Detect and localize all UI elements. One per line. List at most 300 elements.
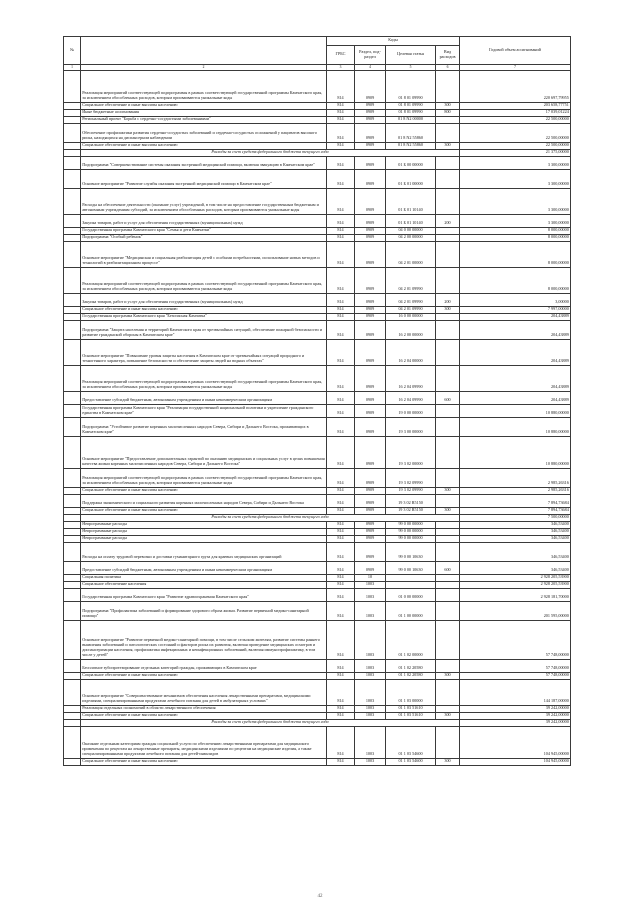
row-name: Социальное обеспечение и иные выплаты населению [81,487,327,494]
row-razdel: 1003 [355,601,386,620]
row-sum: 22 500,00000 [460,123,571,142]
row-sum: 144 187,00000 [460,679,571,705]
row-sum: 7 997,00000 [460,306,571,313]
row-vr: 300 [436,672,460,679]
row-razdel: 0909 [355,404,386,417]
row-name: Реализация мероприятий соответствующей подпрограммы в рамках соответствующей государственной программы Камчатского края, за исключением обособленных расходов, которым присваиваются уникальные коды [81,468,327,487]
row-name: Основное мероприятие "Предоставление дополнительных гарантий по оказанию медицинских и социальных услуг в целях повышения качества жизни коренных малочисленных народов Севера, Сибири и Дальнего Востока" [81,436,327,468]
row-sum: 8 000,00000 [460,267,571,293]
row-grbs: 814 [327,169,355,188]
table-row [64,487,571,494]
row-razdel: 0909 [355,507,386,514]
row-name: Социальное обеспечение населения [81,581,327,588]
row-num-cell [64,672,81,679]
row-num-cell [64,156,81,169]
row-vr: 200 [436,214,460,227]
row-razdel: 0909 [355,339,386,365]
row-name: Подпрограмма "Защита населения и территорий Камчатского края от чрезвычайных ситуаций, обеспечение пожарной безопасности и развитие гражданской обороны в Камчатском крае" [81,320,327,339]
row-razdel: 0909 [355,109,386,116]
row-sum: 3,00000 [460,293,571,306]
row-grbs: 814 [327,116,355,123]
row-razdel: 0909 [355,234,386,241]
row-cst: 16 0 00 00000 [386,313,436,320]
row-name: Реализация мероприятий соответствующей подпрограммы в рамках соответствующей государственной программы Камчатского края, за исключением обособленных расходов, которым присваиваются уникальные коды [81,365,327,391]
table-row [64,142,571,149]
row-name: Социальное обеспечение и иные выплаты населению [81,758,327,765]
row-num-cell [64,123,81,142]
row-vr [436,234,460,241]
table-row [64,227,571,234]
row-sum: 3 300,00000 [460,169,571,188]
row-cst: 99 0 00 00000 [386,535,436,542]
row-razdel: 0909 [355,123,386,142]
row-razdel: 0909 [355,436,386,468]
row-num-cell [64,227,81,234]
row-cst: 99 0 00 00000 [386,521,436,528]
row-grbs: 814 [327,507,355,514]
row-grbs: 814 [327,468,355,487]
row-cst: 01 8 N2 00000 [386,116,436,123]
row-num-cell [64,241,81,267]
row-razdel: 1003 [355,672,386,679]
row-num-cell [64,293,81,306]
row-vr: 300 [436,102,460,109]
table-row [64,188,571,214]
row-sum: 204,43889 [460,391,571,404]
row-sum: 201 595,00000 [460,601,571,620]
table-row [64,267,571,293]
row-cst: 16 2 00 00000 [386,320,436,339]
row-num-cell [64,313,81,320]
table-row [64,521,571,528]
row-grbs: 814 [327,561,355,574]
row-vr [436,320,460,339]
row-cst: 19 3 00 00000 [386,417,436,436]
row-grbs: 814 [327,620,355,659]
row-razdel: 0909 [355,142,386,149]
row-cst: 04 2 01 09990 [386,293,436,306]
row-razdel: 0909 [355,102,386,109]
row-cst: 19 3 02 09990 [386,468,436,487]
row-num-cell [64,561,81,574]
table-row [64,581,571,588]
row-razdel: 0909 [355,561,386,574]
row-grbs: 814 [327,313,355,320]
row-grbs: 814 [327,417,355,436]
row-cst: 01 1 00 00000 [386,601,436,620]
row-vr: 300 [436,487,460,494]
row-vr [436,169,460,188]
row-name: Основное мероприятие "Совершенствование механизмов обеспечения населения лекарственными препаратами, медицинскими изделиями, специализированными продуктами лечебного питания для детей в амбулаторных условиях" [81,679,327,705]
row-num-cell [64,116,81,123]
row-cst: 01 1 03 51610 [386,705,436,712]
row-name: Реализация мероприятий соответствующей подпрограммы в рамках соответствующей государственной программы Камчатского края, за исключением обособленных расходов, которым присваиваются уникальные коды [81,70,327,102]
row-num-cell [64,487,81,494]
row-sum: 346,53400 [460,521,571,528]
row-sum: 39 242,00000 [460,705,571,712]
row-name: Бесплатное зубопротезирование отдельных категорий граждан, проживающих в Камчатском крае [81,659,327,672]
row-cst: 01 1 02 00000 [386,620,436,659]
row-name: Подпрограмма "Профилактика заболеваний и формирование здорового образа жизни. Развитие первичной медико-санитарной помощи" [81,601,327,620]
row-vr: 800 [436,109,460,116]
row-vr [436,70,460,102]
row-cst: 19 0 00 00000 [386,404,436,417]
table-row [64,494,571,507]
row-cst: 04 2 01 09990 [386,306,436,313]
row-sum: 220 697,79955 [460,70,571,102]
row-num-cell [64,267,81,293]
row-grbs: 814 [327,528,355,535]
table-row [64,102,571,109]
row-vr [436,156,460,169]
row-razdel: 0909 [355,365,386,391]
row-vr [436,116,460,123]
row-cst: 04 2 01 00000 [386,241,436,267]
row-cst: 01 1 03 51610 [386,712,436,719]
row-sum: 204,43889 [460,320,571,339]
budget-table-body [64,70,571,765]
row-name: Основное мероприятие "Медицинская и социальная реабилитация детей с особыми потребностями, использование новых методов и технологий в реабилитационном процессе" [81,241,327,267]
row-num-cell [64,320,81,339]
row-num-cell [64,528,81,535]
column-index: 4 [355,64,386,70]
table-row [64,293,571,306]
row-grbs: 814 [327,339,355,365]
row-name: Подпрограмма "Особый ребенок" [81,234,327,241]
table-row [64,123,571,142]
row-num-cell [64,436,81,468]
header-plan: Годовой объем ассигнований [460,37,571,65]
table-row [64,391,571,404]
table-row [64,672,571,679]
row-razdel: 0909 [355,306,386,313]
row-name: Реализация мероприятий соответствующей подпрограммы в рамках соответствующей государственной программы Камчатского края, за исключением обособленных расходов, которым присваиваются уникальные коды [81,267,327,293]
row-grbs: 814 [327,102,355,109]
row-sum: 10 880,00000 [460,436,571,468]
table-note-row [64,719,571,726]
row-num-cell [64,70,81,102]
row-vr: 300 [436,712,460,719]
row-razdel: 0909 [355,267,386,293]
row-razdel: 1003 [355,679,386,705]
row-razdel: 0909 [355,468,386,487]
header-grbs: ГРБС [327,45,355,64]
row-sum: 104 945,00000 [460,726,571,758]
table-row [64,705,571,712]
row-grbs: 814 [327,123,355,142]
table-row [64,726,571,758]
row-vr [436,365,460,391]
table-row [64,116,571,123]
row-num-cell [64,679,81,705]
row-num-cell [64,102,81,109]
row-num-cell [64,719,81,726]
row-name: Основное мероприятие "Развитие первичной медико-санитарной помощи, в том числе сельским жителям, развитие системы раннего выявления заболеваний и патологических состояний и факторов риска их развития, включая проведение медицинских осмотров и диспансеризации населения, профилактика инфекционных и неинфекционных заболеваний, включая иммунопрофилактику, в том числе у детей" [81,620,327,659]
row-num-cell [64,339,81,365]
page-number: 42 [317,894,323,899]
row-name: Реализация отдельных полномочий в области лекарственного обеспечения [81,705,327,712]
row-sum: 3 300,00000 [460,156,571,169]
row-name: Социальное обеспечение и иные выплаты населению [81,507,327,514]
row-grbs: 814 [327,487,355,494]
table-row [64,241,571,267]
table-row [64,528,571,535]
row-cst: 01 8 01 09990 [386,102,436,109]
row-razdel: 0909 [355,320,386,339]
row-razdel: 1003 [355,659,386,672]
row-razdel: 0909 [355,70,386,102]
column-index: 1 [64,64,81,70]
row-num-cell [64,169,81,188]
row-grbs: 814 [327,227,355,234]
table-row [64,234,571,241]
table-row [64,214,571,227]
row-sum: 346,53400 [460,542,571,561]
row-grbs: 814 [327,672,355,679]
row-vr [436,339,460,365]
row-cst [386,581,436,588]
row-name: Подпрограмма "Устойчивое развитие коренных малочисленных народов Севера, Сибири и Дальнего Востока, проживающих в Камчатском крае" [81,417,327,436]
row-num-cell [64,581,81,588]
row-grbs: 814 [327,214,355,227]
row-grbs: 814 [327,581,355,588]
row-razdel: 1003 [355,726,386,758]
row-cst: 01 8 01 09990 [386,70,436,102]
table-row [64,313,571,320]
table-row [64,109,571,116]
table-row [64,404,571,417]
table-row [64,320,571,339]
row-cst: 99 0 00 10630 [386,542,436,561]
row-vr: 300 [436,758,460,765]
row-cst: 04 2 00 00000 [386,234,436,241]
row-cst: 01 8 N2 55860 [386,142,436,149]
row-sum: 203 658,77751 [460,102,571,109]
row-sum: 7 500,00000 [460,514,571,521]
row-razdel: 0909 [355,391,386,404]
row-grbs: 814 [327,705,355,712]
row-cst: 19 3 02 00000 [386,436,436,468]
row-vr [436,535,460,542]
row-name: Основное мероприятие "Развитие службы оказания экстренной медицинской помощи в Камчатском крае" [81,169,327,188]
column-index: 3 [327,64,355,70]
row-sum: 17 039,01224 [460,109,571,116]
row-cst: 01 1 03 54600 [386,758,436,765]
row-razdel: 0909 [355,487,386,494]
row-sum: 39 242,00000 [460,719,571,726]
row-num-cell [64,705,81,712]
row-sum: 22 500,00000 [460,116,571,123]
row-razdel: 0909 [355,521,386,528]
row-grbs: 814 [327,436,355,468]
row-razdel: 0909 [355,417,386,436]
row-sum: 104 945,00000 [460,758,571,765]
row-vr [436,726,460,758]
row-cst: 16 2 04 00000 [386,339,436,365]
row-vr [436,241,460,267]
row-num-cell [64,758,81,765]
row-grbs: 814 [327,70,355,102]
row-num-cell [64,365,81,391]
row-note: Расходы за счет средств федерального бюджета текущего года [81,514,460,521]
table-row [64,306,571,313]
row-name: Иные бюджетные ассигнования [81,109,327,116]
row-name: Обеспечение профилактики развития сердечно-сосудистых заболеваний и сердечно-сосудистых осложнений у пациентов высокого риска, находящихся на диспансерном наблюдении [81,123,327,142]
row-razdel: 0909 [355,169,386,188]
row-name: Предоставление субсидий бюджетным, автономным учреждениям и иным некоммерческим организациям [81,561,327,574]
row-grbs: 814 [327,494,355,507]
row-num-cell [64,468,81,487]
row-razdel: 0909 [355,494,386,507]
header-vr: Вид расходов [436,45,460,64]
row-grbs: 814 [327,188,355,214]
row-name: Непрограммные расходы [81,521,327,528]
row-grbs: 814 [327,758,355,765]
row-grbs: 814 [327,306,355,313]
row-name: Государственная программа Камчатского края "Семья и дети Камчатки" [81,227,327,234]
row-grbs: 814 [327,574,355,581]
row-num-cell [64,188,81,214]
row-cst: 04 2 01 09990 [386,267,436,293]
row-razdel: 0909 [355,116,386,123]
row-razdel: 0909 [355,313,386,320]
row-cst: 16 2 04 09990 [386,365,436,391]
column-index: 2 [81,64,327,70]
table-row [64,468,571,487]
row-name: Социальное обеспечение и иные выплаты населению [81,142,327,149]
budget-table [63,36,571,766]
row-name: Расходы на обеспечение деятельности (оказание услуг) учреждений, в том числе на предоставление государственным бюджетным и автономным учреждениям субсидий, за исключением обособленных расходов, которым присваиваются уникальные коды [81,188,327,214]
row-name: Региональный проект "Борьба с сердечно-сосудистыми заболеваниями" [81,116,327,123]
row-note: Расходы за счет средств федерального бюджета текущего года [81,149,460,156]
row-name: Социальная политика [81,574,327,581]
column-index: 7 [460,64,571,70]
row-sum: 2 985,26316 [460,468,571,487]
row-num-cell [64,142,81,149]
row-grbs: 814 [327,391,355,404]
row-sum: 204,43889 [460,365,571,391]
row-name: Закупка товаров, работ и услуг для обеспечения государственных (муниципальных) нужд [81,214,327,227]
row-note: Расходы за счет средств федерального бюджета текущего года [81,719,460,726]
row-vr [436,123,460,142]
row-num-cell [64,574,81,581]
row-sum: 346,53400 [460,528,571,535]
row-name: Социальное обеспечение и иные выплаты населению [81,712,327,719]
row-sum: 22 500,00000 [460,142,571,149]
table-row [64,169,571,188]
row-num-cell [64,726,81,758]
row-num-cell [64,712,81,719]
row-vr [436,494,460,507]
row-vr [436,188,460,214]
row-vr [436,528,460,535]
row-name: Государственная программа Камчатского края "Реализация государственной национальной политики и укрепление гражданского единства в Камчатском крае" [81,404,327,417]
row-num-cell [64,535,81,542]
table-row [64,365,571,391]
row-razdel: 1003 [355,705,386,712]
row-grbs: 814 [327,156,355,169]
row-name: Предоставление субсидий бюджетным, автономным учреждениям и иным некоммерческим организациям [81,391,327,404]
table-row [64,507,571,514]
row-razdel: 0909 [355,156,386,169]
row-razdel: 0909 [355,293,386,306]
row-grbs: 814 [327,601,355,620]
row-num-cell [64,391,81,404]
table-note-row [64,149,571,156]
row-grbs: 814 [327,293,355,306]
table-row [64,535,571,542]
row-num-cell [64,306,81,313]
row-grbs: 814 [327,542,355,561]
row-vr [436,588,460,601]
row-grbs: 814 [327,267,355,293]
row-razdel: 1003 [355,588,386,601]
column-index: 6 [436,64,460,70]
row-num-cell [64,601,81,620]
header-name [81,37,327,65]
row-num-cell [64,620,81,659]
row-vr [436,313,460,320]
table-row [64,70,571,102]
row-razdel: 10 [355,574,386,581]
row-vr: 200 [436,293,460,306]
table-note-row [64,514,571,521]
row-cst: 16 2 04 09990 [386,391,436,404]
row-name: Расходы на оплату трудовой перевозки и доставки гуманитарного груза для краевых медицинских организаций [81,542,327,561]
table-row [64,542,571,561]
row-num-cell [64,149,81,156]
row-cst: 04 0 00 00000 [386,227,436,234]
row-cst: 01 Б 01 10140 [386,214,436,227]
row-name: Подпрограмма "Совершенствование системы оказания экстренной медицинской помощи, включая эвакуацию в Камчатском крае" [81,156,327,169]
row-grbs: 814 [327,659,355,672]
row-vr [436,404,460,417]
table-row [64,574,571,581]
header-razdel: Раздел, под-раздел [355,45,386,64]
row-num-cell [64,514,81,521]
row-num-cell [64,214,81,227]
row-sum: 10 880,00000 [460,417,571,436]
table-row [64,561,571,574]
row-razdel: 0909 [355,241,386,267]
row-sum: 8 000,00000 [460,227,571,234]
row-num-cell [64,494,81,507]
row-vr [436,436,460,468]
row-sum: 2 928 205,53900 [460,581,571,588]
row-sum: 204,43889 [460,313,571,320]
row-name: Социальное обеспечение и иные выплаты населению [81,306,327,313]
row-razdel: 0909 [355,214,386,227]
row-vr [436,601,460,620]
row-vr: 300 [436,306,460,313]
row-sum: 2 985,26316 [460,487,571,494]
row-name: Основное мероприятие "Повышение уровня защиты населения в Камчатском крае от чрезвычайных ситуаций природного и техногенного характера, повышение безопасности и обеспечение защиты людей на водных объектах" [81,339,327,365]
header-num: № [64,37,81,65]
row-vr [436,574,460,581]
row-razdel: 0909 [355,528,386,535]
table-row [64,712,571,719]
row-sum: 3 300,00000 [460,188,571,214]
column-index: 5 [386,64,436,70]
row-razdel: 0909 [355,535,386,542]
row-cst: 19 3 02 R5150 [386,494,436,507]
row-sum: 7 894,73684 [460,494,571,507]
table-row [64,588,571,601]
row-razdel: 1003 [355,581,386,588]
row-cst: 01 Б 00 00000 [386,156,436,169]
table-row [64,659,571,672]
row-cst: 01 8 01 09990 [386,109,436,116]
